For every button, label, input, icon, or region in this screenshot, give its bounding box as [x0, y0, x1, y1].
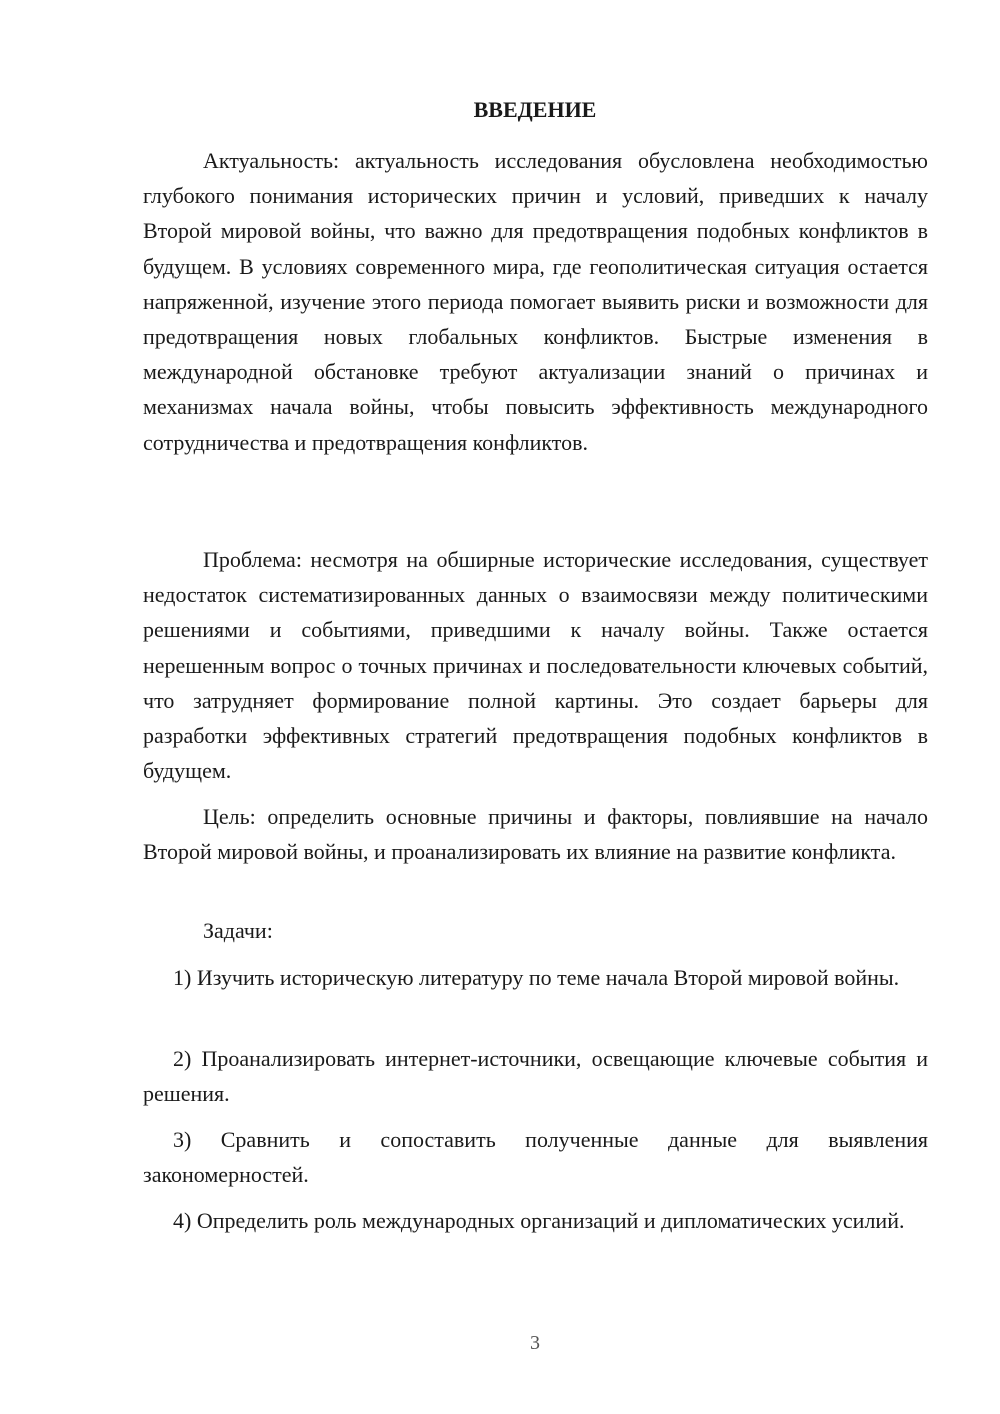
- section-title: ВВЕДЕНИЕ: [473, 97, 597, 122]
- paragraph-tasks-heading: Задачи:: [203, 918, 273, 943]
- paragraph-relevance: Актуальность: актуальность исследования обусловлена необходимостью глубокого понимания исторических причин и условий, приведших к началу Второй мировой войны, что важно для предотвращения подобных конфликтов в будущем. В условиях современного мира, где геополитическая ситуация остается напряженной, изучение этого периода помогает выявить риски и возможности для предотвращения новых глобальных конфликтов. Быстрые изменения в международной обстановке требуют актуализации знаний о причинах и механизмах начала войны, чтобы повысить эффективность международного сотрудничества и предотвращения конфликтов.: [143, 148, 928, 455]
- paragraph-problem: Проблема: несмотря на обширные исторические исследования, существует недостаток систематизированных данных о взаимосвязи между политическими решениями и событиями, приведшими к началу войны. Также остается нерешенным вопрос о точных причинах и последовательности ключевых событий, что затрудняет формирование полной картины. Это создает барьеры для разработки эффективных стратегий предотвращения подобных конфликтов в будущем.: [143, 547, 928, 784]
- paragraph-goal: Цель: определить основные причины и факторы, повлиявшие на начало Второй мировой войны, и проанализировать их влияние на развитие конфликта.: [143, 804, 928, 865]
- task-item-4: 4) Определить роль международных организаций и дипломатических усилий.: [173, 1208, 905, 1233]
- task-item-3: 3) Сравнить и сопоставить полученные данные для выявления закономерностей.: [143, 1127, 928, 1188]
- task-item-2: 2) Проанализировать интернет-источники, освещающие ключевые события и решения.: [143, 1046, 928, 1107]
- page-number: 3: [530, 1332, 540, 1354]
- task-item-1: 1) Изучить историческую литературу по теме начала Второй мировой войны.: [173, 965, 900, 990]
